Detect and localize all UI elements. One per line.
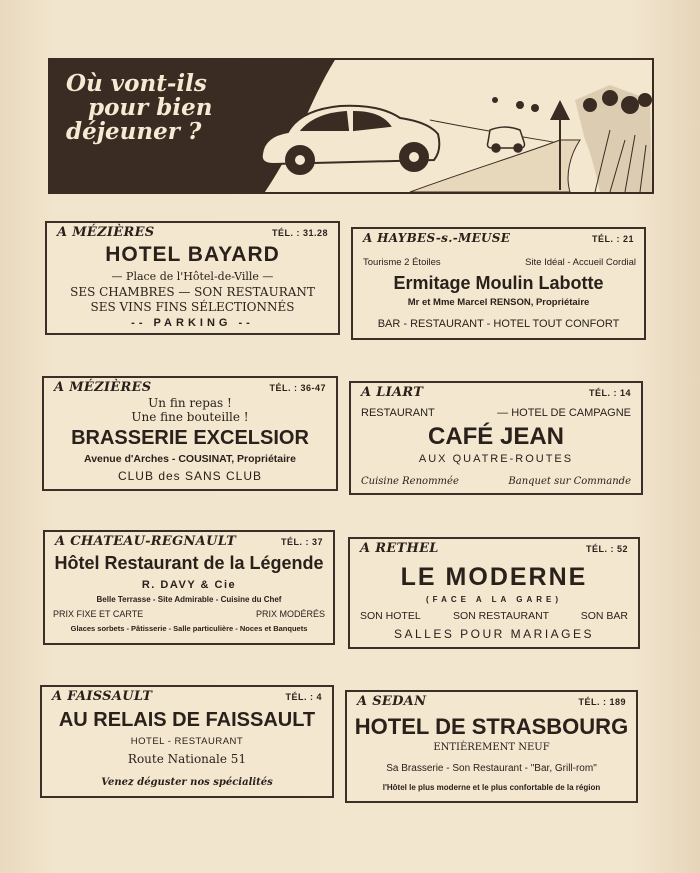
ad-line: Avenue d'Arches - COUSINAT, Propriétaire <box>84 453 296 465</box>
banner-slogan <box>66 72 286 144</box>
ad-relais-de-faissault <box>40 685 334 798</box>
ad-line: Banquet sur Commande <box>508 476 631 487</box>
ad-location: A SEDAN <box>357 694 427 709</box>
ad-line: Mr et Mme Marcel RENSON, Propriétaire <box>407 297 590 308</box>
ad-business-name: Hôtel Restaurant de la Légende <box>54 553 324 573</box>
ad-line: Site Idéal - Accueil Cordial <box>525 257 636 268</box>
ad-brasserie-excelsior <box>42 376 338 491</box>
ad-line: SALLES POUR MARIAGES <box>393 627 595 641</box>
ad-line: SON HOTEL <box>360 610 421 622</box>
ad-line: (FACE A LA GARE) <box>426 595 562 604</box>
ad-line: SON BAR <box>580 610 628 622</box>
ad-line: PRIX FIXE ET CARTE <box>53 609 144 619</box>
ad-location: A RETHEL <box>360 541 439 556</box>
ad-line: RESTAURANT <box>361 407 435 419</box>
ad-location: A MÉZIÈRES <box>57 225 155 240</box>
ad-telephone: TÉL. : 36-47 <box>269 383 326 393</box>
ad-line: SES VINS FINS SÉLECTIONNÉS <box>90 300 295 314</box>
banner-line-3: déjeuner ? <box>66 118 202 145</box>
ad-line: SON RESTAURANT <box>453 610 550 622</box>
ad-telephone: TÉL. : 14 <box>588 388 631 398</box>
ad-line: Route Nationale 51 <box>127 752 247 766</box>
ad-line: Belle Terrasse - Site Admirable - Cuisine du Chef <box>96 595 282 604</box>
ad-line: CLUB des SANS CLUB <box>117 469 263 483</box>
ad-line: PRIX MODÉRÉS <box>255 609 325 619</box>
ad-le-moderne <box>348 537 640 649</box>
ad-business-name: Ermitage Moulin Labotte <box>393 273 604 293</box>
ad-line: SES CHAMBRES — SON RESTAURANT <box>70 285 315 299</box>
ad-line: — Place de l'Hôtel-de-Ville — <box>111 270 274 283</box>
ad-business-name: HOTEL BAYARD <box>105 243 280 266</box>
ad-line: — HOTEL DE CAMPAGNE <box>497 407 631 419</box>
ad-line: Cuisine Renommée <box>361 476 459 487</box>
ad-business-name: LE MODERNE <box>400 563 588 591</box>
ad-telephone: TÉL. : 4 <box>285 692 322 702</box>
ad-location: A LIART <box>361 385 424 400</box>
ad-hotel-de-la-legende <box>43 530 335 645</box>
ad-telephone: TÉL. : 189 <box>578 697 626 707</box>
ad-ermitage-moulin-labotte <box>351 227 646 340</box>
ad-business-name: AU RELAIS DE FAISSAULT <box>58 709 316 731</box>
banner-line-1: Où vont-ils <box>66 70 207 97</box>
ad-line: Sa Brasserie - Son Restaurant - "Bar, Grill-rom" <box>386 763 597 774</box>
ad-business-name: BRASSERIE EXCELSIOR <box>71 427 309 449</box>
ad-line: -- PARKING -- <box>131 317 254 329</box>
ad-hotel-bayard <box>45 221 340 335</box>
ad-line: Glaces sorbets - Pâtisserie - Salle particulière - Noces et Banquets <box>70 624 308 633</box>
ad-line: Venez déguster nos spécialités <box>101 777 273 788</box>
ad-line: ENTIÈREMENT NEUF <box>433 742 550 753</box>
header-banner <box>48 58 654 194</box>
ad-location: A FAISSAULT <box>52 689 153 704</box>
ad-cafe-jean <box>349 381 643 495</box>
ad-telephone: TÉL. : 37 <box>280 537 323 547</box>
ad-line: R. DAVY & Cie <box>141 579 237 591</box>
ad-business-name: HOTEL DE STRASBOURG <box>354 714 629 739</box>
ad-line: AUX QUATRE-ROUTES <box>418 453 574 465</box>
ad-line: Une fine bouteille ! <box>131 410 249 424</box>
ad-business-name: CAFÉ JEAN <box>427 423 565 450</box>
ad-location: A CHATEAU-REGNAULT <box>55 534 237 549</box>
ad-line: BAR - RESTAURANT - HOTEL TOUT CONFORT <box>377 318 620 330</box>
ad-telephone: TÉL. : 21 <box>591 234 634 244</box>
ad-telephone: TÉL. : 52 <box>585 544 628 554</box>
banner-line-2: pour bien <box>88 94 213 121</box>
ad-line: Tourisme 2 Étoiles <box>363 257 441 268</box>
ad-hotel-de-strasbourg <box>345 690 638 803</box>
ad-line: l'Hôtel le plus moderne et le plus confortable de la région <box>382 783 601 792</box>
ad-line: HOTEL - RESTAURANT <box>130 736 244 747</box>
ad-location: A HAYBES-s.-MEUSE <box>363 231 511 245</box>
ad-location: A MÉZIÈRES <box>54 380 152 395</box>
ad-telephone: TÉL. : 31.28 <box>271 228 328 238</box>
ad-line: Un fin repas ! <box>148 396 232 410</box>
